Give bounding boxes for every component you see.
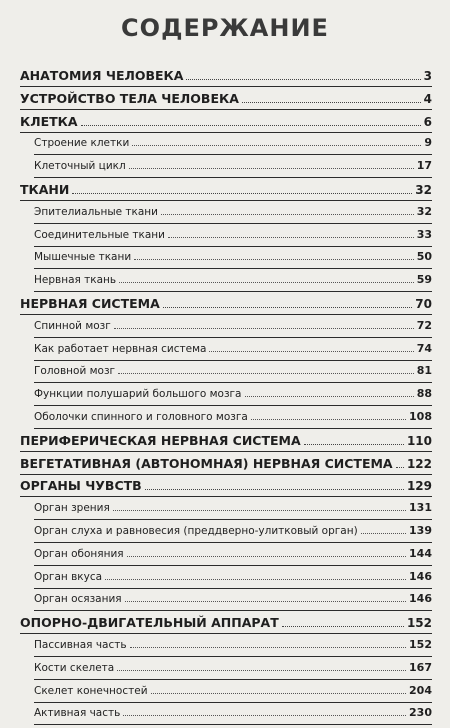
toc-page-number: 204	[409, 683, 432, 697]
row-divider	[34, 223, 432, 224]
toc-entry-label: ОРГАНЫ ЧУВСТВ	[20, 478, 142, 494]
toc-entry-label: Строение клетки	[34, 137, 130, 150]
dot-leader	[123, 714, 406, 716]
toc-page-number: 122	[406, 456, 432, 471]
toc-subsection-entry	[34, 638, 432, 651]
dot-leader	[145, 488, 404, 490]
toc-page-number: 139	[409, 524, 432, 537]
dot-leader	[186, 78, 420, 80]
toc-page-number: 74	[416, 341, 432, 355]
dot-leader	[209, 350, 413, 352]
row-divider	[20, 200, 432, 201]
row-divider	[34, 724, 432, 725]
toc-subsection-entry	[34, 706, 432, 719]
toc-section-entry	[20, 114, 432, 129]
toc-subsection-entry	[34, 205, 432, 218]
toc-entry-label: Как работает нервная система	[34, 342, 207, 355]
dot-leader	[282, 625, 404, 627]
dot-leader	[132, 144, 421, 146]
dot-leader	[304, 443, 404, 445]
row-divider	[34, 360, 432, 361]
toc-page-number: 146	[409, 569, 432, 583]
toc-section-entry	[20, 91, 432, 106]
toc-page-number: 81	[416, 364, 432, 378]
toc-page-number: 88	[416, 387, 432, 401]
toc-subsection-entry	[34, 250, 432, 263]
row-divider	[34, 588, 432, 589]
toc-section-entry	[20, 478, 432, 493]
dot-leader	[242, 101, 421, 103]
row-divider	[34, 154, 432, 155]
row-divider	[34, 268, 432, 269]
toc-page-number: 131	[409, 501, 432, 515]
toc-entry-label: Головной мозг	[34, 365, 116, 378]
dot-leader	[117, 669, 406, 671]
toc-subsection-entry	[34, 364, 432, 377]
toc-subsection-entry	[34, 273, 432, 286]
toc-entry-label: ТКАНИ	[20, 182, 70, 197]
row-divider	[34, 382, 432, 383]
toc-page-number: 32	[415, 183, 432, 197]
toc-subsection-entry	[34, 228, 432, 241]
toc-entry-label: Орган вкуса	[34, 570, 103, 583]
dot-leader	[72, 192, 412, 194]
dot-leader	[81, 124, 421, 126]
dot-leader	[129, 167, 414, 169]
row-divider	[34, 246, 432, 247]
toc-page-number: 146	[409, 592, 432, 606]
toc-entry-label: Спинной мозг	[34, 319, 111, 332]
toc-entry-label: ВЕГЕТАТИВНАЯ (АВТОНОМНАЯ) НЕРВНАЯ СИСТЕМА	[20, 455, 393, 471]
row-divider	[34, 702, 432, 703]
dot-leader	[245, 395, 414, 397]
toc-section-entry	[20, 296, 432, 311]
dot-leader	[118, 372, 414, 374]
toc-subsection-entry	[34, 501, 432, 514]
toc-entry-label: Пассивная часть	[34, 639, 127, 651]
row-divider	[20, 496, 432, 497]
toc-page-number: 152	[409, 638, 432, 651]
toc-entry-label: Орган зрения	[34, 502, 110, 515]
toc-page-number: 6	[423, 114, 432, 129]
row-divider	[20, 451, 432, 452]
toc-subsection-entry	[34, 319, 432, 332]
row-divider	[34, 610, 432, 611]
toc-entry-label: КЛЕТКА	[20, 113, 78, 129]
toc-subsection-entry	[34, 524, 432, 537]
toc-subsection-entry	[34, 136, 432, 149]
row-divider	[20, 86, 432, 87]
row-divider	[20, 314, 432, 315]
toc-section-entry	[20, 456, 432, 471]
toc-page-number: 72	[416, 318, 432, 332]
dot-leader	[161, 213, 414, 215]
dot-leader	[114, 327, 414, 329]
toc-page-number: 17	[416, 159, 432, 173]
row-divider	[20, 474, 432, 475]
row-divider	[34, 519, 432, 520]
row-divider	[20, 633, 432, 634]
toc-section-entry	[20, 433, 432, 448]
toc-entry-label: Мышечные ткани	[34, 251, 132, 264]
toc-section-entry	[20, 68, 432, 83]
toc-subsection-entry	[34, 570, 432, 583]
toc-entry-label: НЕРВНАЯ СИСТЕМА	[20, 296, 160, 311]
toc-page-number: 59	[416, 273, 432, 287]
row-divider	[34, 565, 432, 566]
toc-page-number: 129	[406, 479, 432, 494]
row-divider	[34, 656, 432, 657]
toc-entry-label: ПЕРИФЕРИЧЕСКАЯ НЕРВНАЯ СИСТЕМА	[20, 432, 301, 448]
toc-subsection-entry	[34, 684, 432, 697]
toc-page-number: 152	[406, 616, 432, 631]
toc-entry-label: АНАТОМИЯ ЧЕЛОВЕКА	[20, 68, 184, 83]
row-divider	[34, 291, 432, 292]
toc-subsection-entry	[34, 661, 432, 674]
toc-subsection-entry	[34, 387, 432, 400]
row-divider	[20, 109, 432, 110]
toc-page-number: 108	[409, 410, 432, 423]
dot-leader	[151, 692, 407, 694]
toc-page-number: 33	[416, 227, 432, 241]
toc-page-number: 9	[424, 136, 432, 150]
toc-entry-label: Функции полушарий большого мозга	[34, 388, 242, 401]
toc-section-entry	[20, 615, 432, 630]
dot-leader	[251, 418, 406, 420]
toc-entry-label: УСТРОЙСТВО ТЕЛА ЧЕЛОВЕКА	[20, 90, 239, 106]
toc-section-entry	[20, 182, 432, 197]
toc-page-number: 32	[416, 204, 432, 218]
toc-entry-label: Оболочки спинного и головного мозга	[34, 411, 248, 423]
toc-entry-label: Орган слуха и равновесия (преддверно-улитковый орган)	[34, 525, 358, 537]
dot-leader	[105, 578, 406, 580]
row-divider	[34, 405, 432, 406]
toc-subsection-entry	[34, 592, 432, 605]
toc-page-number: 110	[406, 433, 432, 448]
dot-leader	[113, 509, 406, 511]
dot-leader	[134, 258, 414, 260]
row-divider	[34, 337, 432, 338]
row-divider	[34, 428, 432, 429]
toc-entry-label: Эпителиальные ткани	[34, 205, 159, 218]
toc-entry-label: ОПОРНО-ДВИГАТЕЛЬНЫЙ АППАРАТ	[20, 615, 279, 631]
toc-entry-label: Орган обоняния	[34, 547, 124, 560]
toc-entry-label: Скелет конечностей	[34, 684, 148, 697]
toc-page-number: 50	[416, 250, 432, 264]
toc-page-number: 3	[423, 69, 432, 83]
toc-page-number: 4	[423, 91, 432, 106]
toc-subsection-entry	[34, 159, 432, 172]
dot-leader	[119, 281, 414, 283]
dot-leader	[125, 600, 406, 602]
row-divider	[34, 679, 432, 680]
row-divider	[34, 542, 432, 543]
toc-entry-label: Орган осязания	[34, 593, 122, 606]
toc-entry-label: Нервная ткань	[34, 274, 117, 287]
dot-leader	[396, 466, 404, 468]
toc-entry-label: Активная часть	[34, 707, 121, 720]
dot-leader	[361, 532, 406, 534]
dot-leader	[130, 646, 406, 648]
toc-page-number: 230	[409, 706, 432, 720]
dot-leader	[127, 555, 406, 557]
toc-page-number: 70	[415, 297, 432, 311]
page-title: СОДЕРЖАНИЕ	[121, 14, 329, 42]
toc-entry-label: Кости скелета	[34, 661, 115, 674]
row-divider	[20, 132, 432, 133]
toc-page-number: 167	[409, 660, 432, 674]
toc-entry-label: Соединительные ткани	[34, 228, 165, 241]
toc-subsection-entry	[34, 342, 432, 355]
toc-subsection-entry	[34, 410, 432, 423]
row-divider	[34, 177, 432, 178]
toc-page-number: 144	[409, 546, 432, 560]
dot-leader	[163, 306, 413, 308]
dot-leader	[168, 236, 414, 238]
toc-subsection-entry	[34, 547, 432, 560]
toc-entry-label: Клеточный цикл	[34, 160, 126, 173]
